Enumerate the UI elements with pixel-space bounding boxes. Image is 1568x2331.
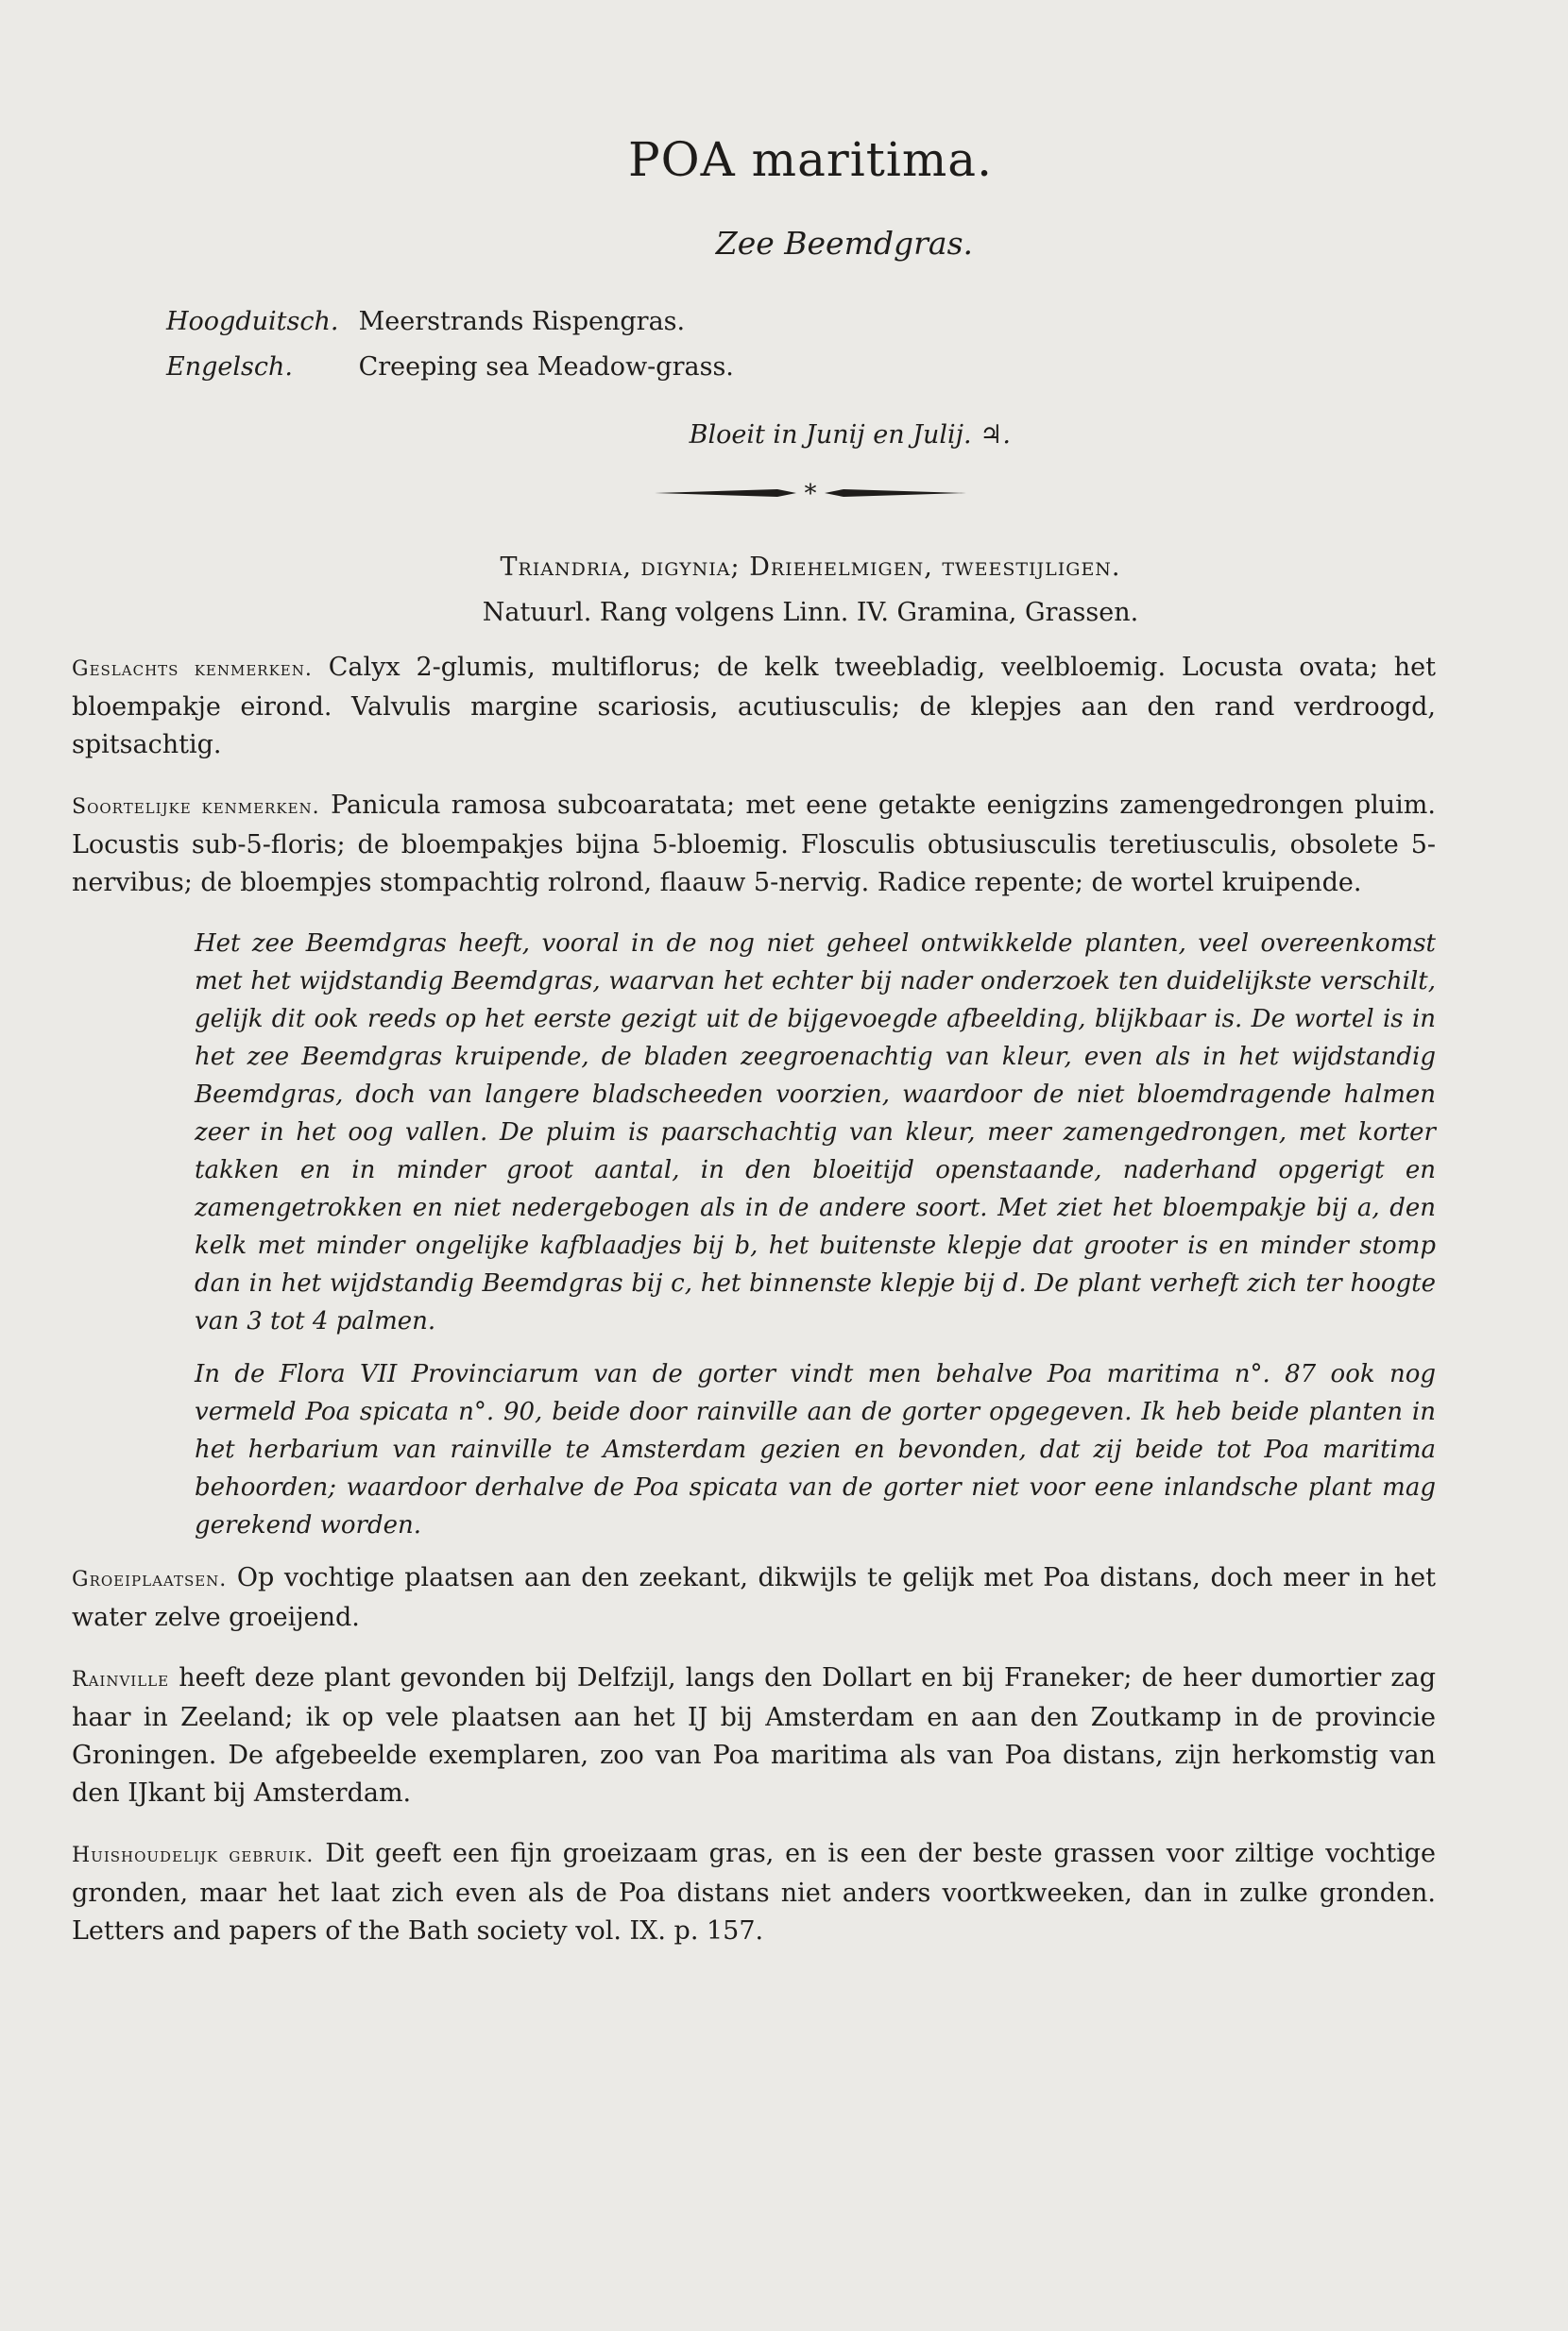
language-label: Hoogduitsch. (166, 307, 339, 336)
name-row-english (166, 345, 1436, 390)
section-text: Op vochtige plaatsen aan den zeekant, dikwijls te gelijk met Poa distans, doch meer in het water zelve groeijend. (72, 1563, 1436, 1632)
bloom-period: Bloeit in Junij en Julij. ♃. (689, 420, 1011, 450)
paragraph-text: In de Flora VII Provinciarum van de gorter vindt men behalve Poa maritima n°. 87 ook nog vermeld Poa spicata n°. 90, beide door rainville aan de gorter opgegeven. Ik heb beide planten in het herbarium van rainville te Amsterdam gezien en bevonden, dat zij beide tot Poa maritima behoorden; waardoor derhalve de Poa spicata van de gorter niet voor eene inlandsche plant mag gerekend worden. (195, 1360, 1436, 1540)
language-label: Engelsch. (166, 352, 293, 382)
description-paragraph-2 (72, 1355, 1436, 1544)
subtitle: Zee Beemdgras. (715, 225, 973, 262)
section-text: heeft deze plant gevonden bij Delfzijl, langs den Dollart en bij Franeker; de heer dumortier zag haar in Zeeland; ik op vele plaatsen aan het IJ bij Amsterdam en aan den Zoutkamp in de provincie Groningen. De afgebeelde exemplaren, zoo van Poa maritima als van Poa distans, zijn herkomstig van den IJkant bij Amsterdam. (72, 1663, 1436, 1808)
description-paragraph-1 (72, 925, 1436, 1340)
section-text: Dit geeft een fijn groeizaam gras, en is een der beste grassen voor ziltige vochtige gronden, maar het laat zich even als de Poa distans niet anders voortkweeken, dan in zulke gronden. Letters and papers of the Bath society vol. IX. p. 157. (72, 1839, 1436, 1946)
classification-line-2: Natuurl. Rang volgens Linn. IV. Gramina, Grassen. (482, 598, 1139, 627)
name-row-german (166, 299, 1436, 345)
page-title: POA maritima. (628, 132, 993, 187)
genus-characters (72, 649, 1436, 764)
section-label: Soortelijke kenmerken. (72, 795, 320, 819)
common-name: Meerstrands Rispengras. (358, 307, 686, 336)
locations-section (72, 1659, 1436, 1812)
section-label: Geslachts kenmerken. (72, 657, 313, 681)
section-text: Panicula ramosa subcoaratata; met eene getakte eenigzins zamengedrongen pluim. Locustis sub-5-floris; de bloempakjes bijna 5-bloemig. Flosculis obtusiusculis teretiusculis, obsolete 5-nervibus; de bloempjes stompachtig rolrond, flaauw 5-nervig. Radice repente; de wortel kruipende. (72, 791, 1436, 897)
common-names (166, 299, 1436, 390)
common-name: Creeping sea Meadow-grass. (358, 352, 734, 382)
ornament-icon (655, 479, 966, 507)
classification-line-1: Triandria, digynia; Driehelmigen, tweestijligen. (500, 553, 1121, 582)
use-section (72, 1835, 1436, 1950)
section-label: Rainville (72, 1668, 170, 1692)
paragraph-text: Het zee Beemdgras heeft, vooral in de nog niet geheel ontwikkelde planten, veel overeenkomst met het wijdstandig Beemdgras, waarvan het echter bij nader onderzoek ten duidelijkste verschilt, gelijk dit ook reeds op het eerste gezigt uit de bijgevoegde afbeelding, blijkbaar is. De wortel is in het zee Beemdgras kruipende, de bladen zeegroenachtig van kleur, even als in het wijdstandig Beemdgras, doch van langere bladscheeden voorzien, waardoor de niet bloemdragende halmen zeer in het oog vallen. De pluim is paarschachtig van kleur, meer zamengedrongen, met korter takken en in minder groot aantal, in den bloeitijd openstaande, naderhand opgerigt en zamengetrokken en niet nedergebogen als in de andere soort. Met ziet het bloempakje bij a, den kelk met minder ongelijke kafblaadjes bij b, het buitenste klepje dat grooter is en minder stomp dan in het wijdstandig Beemdgras bij c, het binnenste klepje bij d. De plant verheft zich ter hoogte van 3 tot 4 palmen. (195, 929, 1436, 1336)
ornament-star: * (804, 480, 817, 507)
section-label: Groeiplaatsen. (72, 1568, 228, 1591)
habitat-section (72, 1559, 1436, 1637)
ornament-divider (185, 478, 1436, 507)
section-text: Calyx 2-glumis, multiflorus; de kelk tweebladig, veelbloemig. Locusta ovata; het bloempakje eirond. Valvulis margine scariosis, acutiusculis; de klepjes aan den rand verdroogd, spitsachtig. (72, 653, 1436, 759)
species-characters (72, 787, 1436, 902)
section-label: Huishoudelijk gebruik. (72, 1844, 315, 1867)
